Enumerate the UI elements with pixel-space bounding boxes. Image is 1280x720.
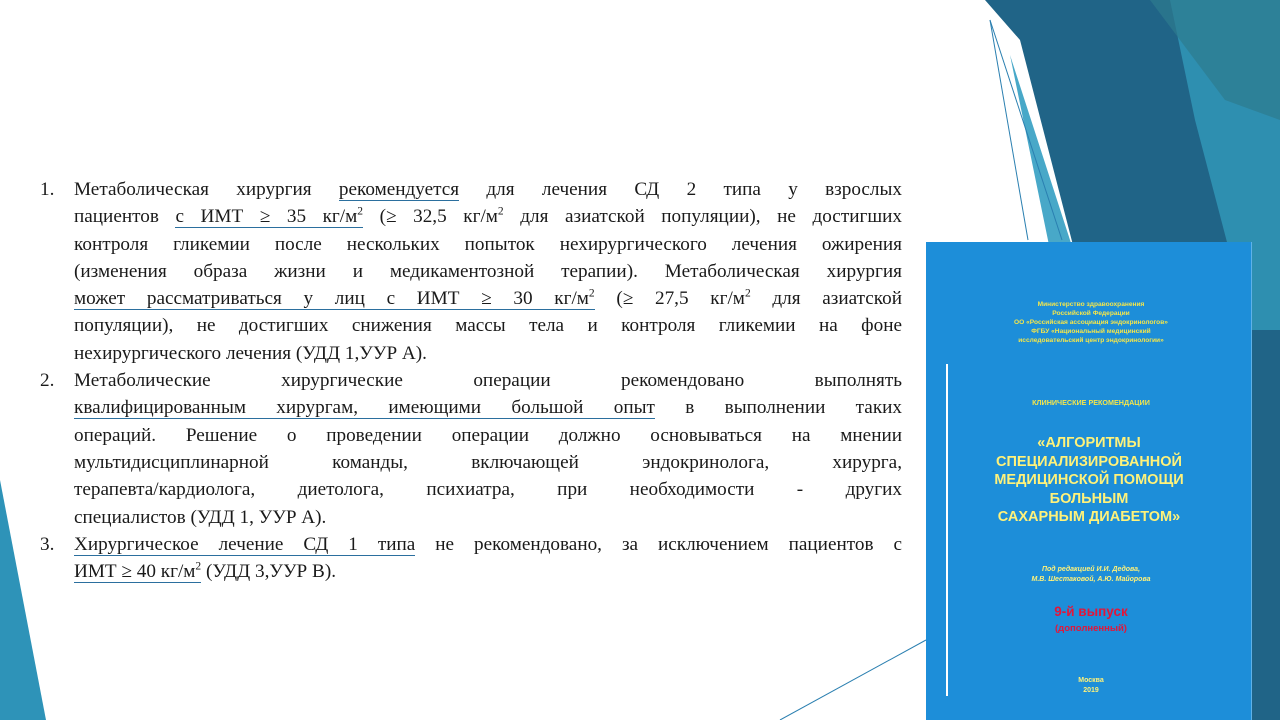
cover-title xyxy=(950,434,1228,527)
deco-line-2 xyxy=(990,20,1028,240)
underlined-phrase: ИМТ ≥ 40 $кг/м^2$ xyxy=(74,560,202,583)
text-line: квалифицированным хирургам, имеющими большой опыт в выполнении таких xyxy=(74,397,903,419)
text-line: мультидисциплинарной команды, включающей эндокринолога, хирурга, xyxy=(74,451,902,473)
cover-title-line: СПЕЦИАЛИЗИРОВАННОЙ xyxy=(996,453,1182,470)
text-line: пациентов с ИМТ ≥ 35 $кг/м^2$ (≥ 32,5 $кг/м^2$ для азиатской популяции), не достигших xyxy=(74,205,902,228)
recommendation-text xyxy=(74,176,902,367)
cover-issue: 9-й выпуск xyxy=(1054,604,1128,619)
cover-title-line: БОЛЬНЫМ xyxy=(1049,490,1129,507)
recommendation-text xyxy=(74,367,902,531)
cover-year: 2019 xyxy=(1083,687,1099,694)
cover-title-line: МЕДИЦИНСКОЙ ПОМОЩИ xyxy=(994,472,1184,489)
cover-editors-line: М.В. Шестаковой, А.Ю. Майорова xyxy=(1031,576,1151,583)
underlined-phrase: Хирургическое лечение СД 1 типа xyxy=(74,533,416,555)
text-line: контроля гликемии после нескольких попыток нехирургического лечения ожирения xyxy=(74,233,902,255)
cover-publisher-line: Российской Федерации xyxy=(1052,310,1130,317)
text-line: нехирургического лечения (УДД 1,УУР А). xyxy=(74,342,427,364)
cover-city: Москва xyxy=(1078,677,1104,684)
deco-line-3 xyxy=(780,640,926,720)
cover-imprint xyxy=(1016,676,1166,696)
cover-publisher-line: ФГБУ «Национальный медицинский xyxy=(1031,328,1151,335)
cover-publisher-line: исследовательский центр эндокринологии» xyxy=(1018,337,1164,344)
text-line: Метаболическая хирургия рекомендуется для лечения СД 2 типа у взрослых xyxy=(74,179,902,200)
book-cover xyxy=(926,242,1252,720)
cover-issue-note: (дополненный) xyxy=(1055,623,1127,634)
text-line: специалистов (УДД 1, УУР А). xyxy=(74,506,327,528)
recommendation-number: 3. xyxy=(40,533,55,555)
cover-title-line: САХАРНЫМ ДИАБЕТОМ» xyxy=(997,509,1181,526)
underlined-phrase: квалифицированным хирургам, имеющими большой опыт xyxy=(74,397,655,419)
cover-title-line: «АЛГОРИТМЫ xyxy=(1037,435,1141,451)
recommendation-item xyxy=(40,367,902,531)
underlined-phrase: рекомендуется xyxy=(338,179,460,200)
text-line: популяции), не достигших снижения массы тела и контроля гликемии на фоне xyxy=(74,315,902,337)
cover-editors-line: Под редакцией И.И. Дедова, xyxy=(1041,566,1141,573)
recommendation-item xyxy=(40,531,902,586)
text-line: ИМТ ≥ 40 $кг/м^2$ (УДД 3,УУР В). xyxy=(74,560,337,583)
text-line: может рассматриваться у лиц с ИМТ ≥ 30 $кг/м^2$ (≥ 27,5 $кг/м^2$ для азиатской xyxy=(74,287,902,310)
underlined-phrase: с ИМТ ≥ 35 $кг/м^2$ xyxy=(175,205,364,228)
cover-editors xyxy=(976,565,1206,585)
cover-vertical-rule xyxy=(946,364,948,696)
recommendation-item xyxy=(40,176,902,367)
text-line: Метаболические хирургические операции рекомендовано выполнять xyxy=(74,370,902,392)
text-line: операций. Решение о проведении операции должно основываться на мнении xyxy=(74,424,902,446)
cover-publisher-line: ОО «Российская ассоциация эндокринологов» xyxy=(1014,319,1168,326)
recommendations-list xyxy=(40,176,902,585)
recommendation-number: 2. xyxy=(40,370,55,392)
text-line: терапевта/кардиолога, диетолога, психиатра, при необходимости - других xyxy=(74,479,902,501)
recommendation-number: 1. xyxy=(40,179,55,200)
cover-series: КЛИНИЧЕСКИЕ РЕКОМЕНДАЦИИ xyxy=(1032,398,1150,407)
cover-publisher-line: Министерство здравоохранения xyxy=(1037,301,1145,308)
cover-publishers xyxy=(986,300,1196,345)
underlined-phrase: может рассматриваться у лиц с ИМТ ≥ 30 $кг/м^2$ xyxy=(74,287,595,310)
text-line: (изменения образа жизни и медикаментозной терапии). Метаболическая хирургия xyxy=(74,260,902,282)
recommendation-text xyxy=(74,531,902,586)
text-line: Хирургическое лечение СД 1 типа не рекомендовано, за исключением пациентов с xyxy=(74,533,902,555)
